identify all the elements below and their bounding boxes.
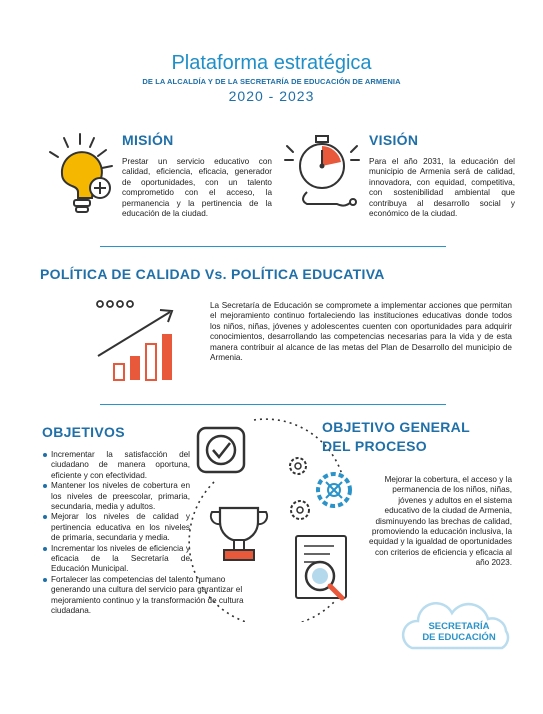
objetivo-general-text: Mejorar la cobertura, el acceso y la permanencia de los niños, niñas, jóvenes y adultos en el sistema educativo de la ciudad de Armenia, disminuyendo las brechas de calidad, promoviendo la educación inclusiva, la equidad y la igualdad de oportunidades con criterios de eficiencia y eficacia al año 2023. [369, 475, 512, 568]
objetivos-list [42, 450, 244, 617]
objetivos-heading: OBJETIVOS [42, 424, 125, 440]
objetivo-general-heading-line1: OBJETIVO GENERAL [322, 419, 470, 435]
vision-heading: VISIÓN [369, 132, 419, 148]
lightbulb-icon [36, 130, 118, 220]
section-divider-2 [100, 404, 446, 405]
logo-line2: DE EDUCACIÓN [422, 632, 496, 643]
logo [396, 621, 522, 643]
vision-text: Para el año 2031, la educación del municipio de Armenia será de calidad, innovadora, con equidad, competitiva, con sostenibilidad ambiental que contribuya al desarrollo social y económico de la ciudad. [369, 157, 515, 219]
page-title: Plataforma estratégica [171, 52, 372, 74]
list-item: Incrementar los niveles de eficiencia y eficacia de la Secretaría de Educación Municipal. [51, 543, 190, 574]
stopwatch-icon [283, 132, 361, 214]
mision-heading: MISIÓN [122, 132, 174, 148]
politica-heading: POLÍTICA DE CALIDAD Vs. POLÍTICA EDUCATIVA [40, 266, 385, 282]
page-subtitle: DE LA ALCALDÍA Y DE LA SECRETARÍA DE EDUCACIÓN DE ARMENIA [142, 77, 401, 86]
objetivo-general-heading [322, 418, 470, 456]
list-item: Mantener los niveles de cobertura en los niveles de preescolar, primaria, secundaria, media y adultos. [51, 481, 190, 512]
list-item: Fortalecer las competencias del talento humano generando una cultura del servicio para garantizar el mejoramiento continuo y la transformación de cultura ciudadana. [51, 575, 251, 617]
politica-text: La Secretaría de Educación se compromete a implementar acciones que permitan el mejoramiento continuo fortaleciendo las instituciones educativas donde todos los niños, niñas, jóvenes y adolescentes cuenten con oportunidades para adquirir conocimientos, desarrollando las competencias necesarias para la vida y de esta manera contribuir al alcance de las metas del Plan de Desarrollo del municipio de Armenia. [210, 301, 512, 363]
logo-line1: SECRETARÍA [428, 621, 490, 632]
list-item: Incrementar la satisfacción del ciudadano de manera oportuna, eficiente y con efectividad. [51, 450, 190, 480]
mision-text: Prestar un servicio educativo con calidad, eficiencia, eficacia, generador de oportunidades, con un talento comprometido con el acceso, la permanencia y la pertinencia de la educación de la ciudad. [122, 157, 272, 219]
section-divider [100, 246, 446, 247]
growth-chart-icon [94, 298, 182, 384]
period-years: 2020 - 2023 [228, 88, 315, 104]
list-item: Mejorar los niveles de calidad y pertinencia educativa en los niveles de primaria, secundaria y media. [51, 512, 190, 543]
objetivo-general-heading-line2: DEL PROCESO [322, 438, 427, 454]
